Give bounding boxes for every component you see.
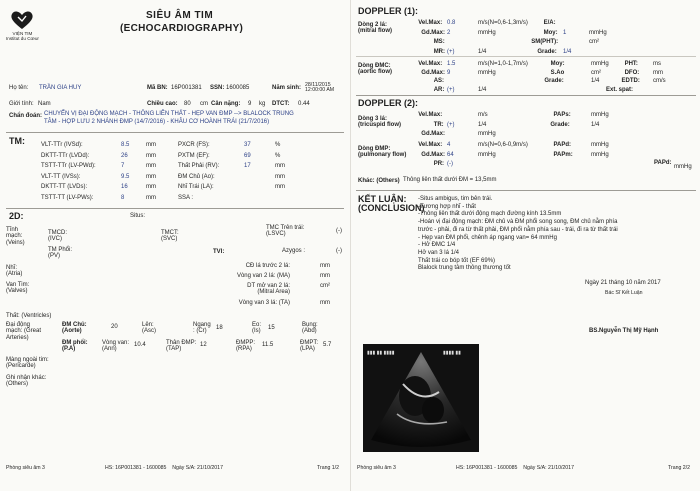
situs-label: Situs: (130, 213, 146, 219)
papd-label: PAPd: (654, 160, 672, 166)
pulmonary-row-unit: m/s(N=0,6-0,9m/s) (478, 142, 528, 148)
tricuspid-row-unit: mmHg (478, 131, 496, 137)
conclusion-line: -Hoán vị đại động mạch: ĐM chủ và ĐM phổi song song, ĐM chủ nằm phía (418, 219, 618, 226)
tm-row-value2: 17 (244, 163, 251, 170)
patient-dob: 28/11/2015 12:00:00 AM (305, 82, 335, 94)
tricuspid-row-label: TR: (433, 121, 444, 128)
doppler-others-value: Thông liên thất dưới ĐM = 13,5mm (403, 177, 497, 183)
tvi-label: TVI: (213, 249, 225, 255)
aortic-row-unit2: cm² (591, 69, 601, 76)
pulmonary-row-label2: PAPd: (553, 142, 572, 148)
tm-row-value: 8.5 (121, 142, 130, 148)
aortic-row-label: AS: (433, 78, 445, 84)
dm-chu-label: ĐM Chủ: (Aorte) (62, 322, 87, 335)
tm-row-unit: mm (146, 173, 156, 180)
report-title: SIÊU ÂM TIM (146, 10, 214, 21)
report-date: Ngày 21 tháng 10 năm 2017 (585, 280, 661, 286)
tm-row-unit2: mm (275, 163, 285, 170)
pulmonary-row-unit2: mmHg (591, 142, 609, 148)
mitral-row-label2: E/A: (543, 20, 556, 26)
valve-row-label: DT mở van 2 lá: (Mitral Area) (247, 283, 290, 296)
pericarde-label: Màng ngoài tim: (Pericarde) (6, 357, 49, 370)
doppler-others-label: Khác: (Others) (358, 178, 400, 184)
conclusion-line: trước - phải, đi ra từ thất phải, ĐM phổi nằm phía sau - trái, đi ra từ thất trái (418, 226, 618, 233)
than-value: 12 (200, 342, 207, 348)
divider (6, 208, 344, 209)
mitral-row-unit: mmHg (478, 29, 496, 36)
height-unit: cm (200, 101, 208, 107)
dmpt-value: 5.7 (323, 342, 332, 348)
echocardiogram-image (363, 344, 479, 452)
mitral-row-unit2: cm² (589, 39, 599, 45)
aortic-row-label3: EDTD: (621, 78, 640, 84)
pulmonary-row-label2: PAPm: (553, 151, 573, 158)
tm-row-unit2: mm (275, 184, 285, 191)
bung-label: Bụng: (Abd) (302, 322, 318, 335)
tm-row-label: VLT-TT (IVSs): (41, 173, 81, 180)
diagnosis-label: Chẩn đoán: (9, 113, 42, 119)
patient-bsa: 0.44 (298, 101, 310, 107)
tmc-left-label: TMC Trên trái: (LSVC) (266, 225, 305, 238)
tricuspid-row-label: Gd.Max: (421, 131, 445, 137)
pulmonary-row-unit2: mmHg (591, 151, 609, 158)
dmpp-label: ĐMPP: (RPA) (236, 340, 256, 353)
vong-van-label: Vòng van: (Ann) (102, 340, 130, 353)
tm-row-unit2: % (275, 142, 281, 148)
conclusion-line: Thất trái co bóp tốt (EF 69%) (418, 257, 496, 264)
valve-row-unit: mm (320, 273, 330, 279)
pulmonary-label: Dòng ĐMP: (pulmonary flow) (358, 146, 407, 159)
aortic-row-unit: m/s(N=1,0-1,7m/s) (478, 61, 528, 67)
footer-info: HS: 16P001381 - 1600085 Ngày S/A: 21/10/2017 (105, 465, 223, 471)
tm-row-label: VLT-TTr (IVSd): (41, 142, 83, 148)
tricuspid-row-unit: m/s (478, 112, 488, 118)
aortic-row-unit3: ms (653, 61, 661, 67)
tricuspid-row-unit2: 1/4 (591, 121, 600, 128)
tm-row-label: DKTT-TTr (LVDd): (41, 152, 90, 159)
ngang-value: 18 (216, 325, 223, 331)
tmcd-label: TMCD: (IVC) (48, 230, 67, 243)
bsa-label: DTCT: (272, 101, 290, 107)
aortic-row-value: 9 (447, 69, 451, 76)
conclusion-line: Hở van 3 lá 1/4 (418, 249, 459, 256)
others-label: Ghi nhận khác: (Others) (6, 375, 47, 388)
great-arteries-label: Đại động mạch: (Great Arteries) (6, 322, 42, 341)
papd-unit: mmHg (674, 164, 692, 170)
aortic-row-unit: mmHg (478, 69, 496, 76)
mitral-row-label2: Grade: (537, 48, 557, 55)
mitral-row-value2: 1 (563, 29, 567, 36)
aortic-row-label2: S.Ao (550, 69, 565, 76)
atria-label: Nhĩ: (Atria) (6, 265, 23, 278)
doctor-name: BS.Nguyễn Thị Mỹ Hạnh (589, 328, 659, 334)
vong-van-value: 10.4 (134, 342, 146, 348)
aortic-row-value: 1.5 (447, 61, 456, 67)
dmpt-label: ĐMPT: (LPA) (300, 340, 318, 353)
aortic-label: Dòng ĐMC: (aortic flow) (358, 63, 392, 76)
mitral-row-label: MR: (433, 48, 446, 55)
conclusion-line: -Tương hợp nhĩ - thất (418, 203, 476, 210)
diagnosis-text: CHUYỂN VỊ ĐẠI ĐỘNG MẠCH - THÔNG LIÊN THẤT - HẸP VAN ĐMP --> BLALOCK TRUNG TÂM - HỢP LƯU 2 NHÁNH ĐMP (14/7/2016) - KHÂU CƠ HOÀNH TRÁI (21/7/2016) (44, 111, 294, 125)
tricuspid-row-unit2: mmHg (591, 112, 609, 118)
than-label: Thân ĐMP: (TAP) (166, 340, 197, 353)
conclusion-line: Blalock trung tâm thông thương tốt (418, 265, 511, 272)
tm-row-label2: Nhĩ Trái (LA): (178, 184, 214, 191)
tm-row-unit2: % (275, 152, 281, 159)
weight-label: Cân nặng: (211, 101, 241, 107)
pulmonary-row-label: Vel.Max: (418, 142, 443, 148)
conclusion-line: -Situs ambigus, tim bên trái. (418, 196, 493, 202)
pulmonary-row-unit: mmHg (478, 151, 496, 158)
footer-info: HS: 16P001381 - 1600085 Ngày S/A: 21/10/2017 (456, 465, 574, 471)
tm-row-unit: mm (146, 195, 156, 201)
doppler1-heading: DOPPLER (1): (358, 6, 419, 16)
doctor-title: Bác Sĩ Kết Luận (605, 290, 643, 296)
footer-page: Trang 2/2 (668, 465, 691, 471)
dmpp-value: 11.5 (262, 342, 274, 348)
tmc-left-value: (-) (336, 228, 342, 234)
dm-chu-value: 20 (111, 324, 118, 330)
mitral-row-unit2: mmHg (589, 29, 607, 36)
patient-sex: Nam (38, 101, 51, 107)
mitral-row-label: Vel.Max: (418, 20, 443, 26)
conclusion-heading: KẾT LUẬN: (CONCLUSION) (358, 194, 425, 214)
tm-row-label: TSTT-TTr (LV-PWd): (41, 163, 96, 170)
patient-ssn: 1600085 (226, 85, 250, 91)
tricuspid-row-value: (+) (447, 121, 455, 128)
height-label: Chiều cao: (147, 101, 178, 107)
mitral-row-value: 2 (447, 29, 451, 36)
aortic-row-label: AR: (433, 86, 445, 93)
tm-row-value: 26 (121, 152, 128, 159)
aortic-row-unit3: cm/s (653, 78, 666, 84)
footer-room: Phòng siêu âm 3 (6, 465, 45, 471)
tm-row-unit2: mm (275, 173, 285, 180)
tricuspid-row-label2: PAPs: (553, 112, 571, 118)
valve-row-unit: mm (320, 263, 330, 269)
mitral-row-unit: 1/4 (478, 48, 487, 55)
veins-label: Tĩnh mạch: (Veins) (6, 227, 25, 246)
tm-row-label2: PXCR (FS): (178, 142, 210, 148)
svg-text:▮▮▮ ▮▮ ▮▮▮▮: ▮▮▮ ▮▮ ▮▮▮▮ (367, 350, 395, 356)
tm-row-value: 8 (121, 195, 125, 201)
tmct-label: TMCT: (SVC) (161, 230, 179, 243)
tm-phoi-label: TM Phổi: (PV) (48, 247, 73, 260)
tricuspid-row-label2: Grade: (550, 121, 570, 128)
aortic-row-label2: Moy: (550, 61, 565, 67)
pulmonary-row-label: Gd.Max: (421, 151, 445, 158)
len-label: Lên: (Asc) (142, 322, 156, 335)
tm-row-value: 9.5 (121, 173, 130, 180)
logo-caption: VIỆN TIM Institut du Cœur (6, 31, 39, 41)
patient-name: TRẦN GIA HUY (39, 85, 82, 91)
ssn-label: SSN: (210, 85, 225, 91)
tm-row-value2: 69 (244, 152, 251, 159)
aortic-row-label: Vel.Max: (418, 61, 443, 67)
valve-row-label: Vòng van 2 lá: (MA) (236, 273, 290, 279)
conclusion-line: -Thông liên thất dưới động mạch đường kính 13.5mm (418, 211, 562, 218)
valve-row-unit: mm (320, 300, 330, 306)
pulmonary-row-label: PR: (433, 161, 445, 167)
aortic-row-unit2: 1/4 (591, 78, 600, 84)
valves-label: Van Tim: (Valves) (6, 282, 30, 295)
patient-code: 16P001381 (171, 85, 202, 91)
mitral-row-label: MS: (433, 39, 445, 45)
mitral-row-label2: Moy: (543, 29, 558, 36)
mitral-row-value2: 1/4 (563, 48, 572, 55)
svg-text:▮▮▮▮ ▮▮: ▮▮▮▮ ▮▮ (443, 350, 461, 356)
tm-heading: TM: (9, 136, 25, 146)
aortic-row-label: Gd.Max: (421, 69, 445, 76)
code-label: Mã BN: (147, 85, 168, 91)
tm-row-value: 16 (121, 184, 128, 191)
valve-row-label: Vòng van 3 lá: (TA) (238, 300, 290, 306)
conclusion-line: - Hở ĐMC 1/4 (418, 242, 456, 249)
divider (356, 190, 696, 191)
aortic-row-label3: PHT: (624, 61, 638, 67)
footer-page: Trang 1/2 (317, 465, 340, 471)
tm-row-value2: 37 (244, 142, 251, 148)
pulmonary-row-value: (-) (447, 161, 453, 167)
divider (356, 56, 696, 57)
aortic-row-unit2: mmHg (591, 61, 609, 67)
doppler2-heading: DOPPLER (2): (358, 98, 419, 108)
tm-row-unit: mm (146, 152, 156, 159)
sex-label: Giới tính: (9, 101, 34, 107)
divider (6, 132, 344, 133)
dob-label: Năm sinh: (272, 85, 302, 91)
aortic-row-label3: DFO: (624, 69, 640, 76)
tm-row-label2: SSA : (178, 195, 194, 201)
ventricles-label: Thất: (Ventricles) (6, 313, 52, 319)
tm-row-label: TSTT-TT (LV-PWs): (41, 195, 94, 201)
valve-row-label: CĐ lá trước 2 lá: (245, 263, 290, 269)
mitral-row-value: (+) (447, 48, 455, 55)
footer-room: Phòng siêu âm 3 (357, 465, 396, 471)
tricuspid-row-label: Vel.Max: (418, 112, 443, 118)
pulmonary-row-value: 64 (447, 151, 454, 158)
azygos-label: Azygos : (282, 248, 306, 254)
tm-row-value: 7 (121, 163, 125, 170)
mitral-row-unit: m/s(N=0,6-1,3m/s) (478, 20, 528, 26)
mitral-row-label2: SM(PHT): (531, 39, 559, 45)
tricuspid-label: Dòng 3 lá: (tricuspid flow) (358, 116, 401, 129)
tm-row-unit: mm (146, 142, 156, 148)
tm-row-label: DKTT-TT (LVDs): (41, 184, 88, 191)
tm-row-unit: mm (146, 184, 156, 191)
patient-height: 80 (184, 101, 191, 107)
conclusion-line: - Hẹp van ĐM phổi, chênh áp ngang van= 64 mmHg (418, 234, 557, 241)
weight-unit: kg (259, 101, 266, 107)
tm-row-label2: Thất Phải (RV): (178, 163, 220, 170)
ngang-label: Ngang : (Cr) (193, 322, 211, 335)
twod-heading: 2D: (9, 211, 24, 221)
eo-label: Eo: (Is) (252, 322, 262, 335)
tm-row-label2: PXTM (EF): (178, 152, 210, 159)
pulmonary-row-value: 4 (447, 142, 451, 148)
valve-row-unit: cm² (320, 283, 330, 289)
patient-weight: 9 (248, 101, 252, 107)
aortic-row-unit: 1/4 (478, 86, 487, 93)
aortic-row-value: (+) (447, 86, 455, 93)
mitral-row-value: 0.8 (447, 20, 456, 26)
name-label: Họ tên: (9, 85, 29, 91)
report-subtitle: (ECHOCARDIOGRAPHY) (120, 23, 244, 34)
mitral-row-label: Gd.Max: (421, 29, 445, 36)
dm-phoi-label: ĐM phổi: (P.A) (62, 340, 88, 353)
aortic-row-label2: Grade: (544, 78, 564, 84)
tricuspid-row-unit: 1/4 (478, 121, 487, 128)
mitral-label: Dòng 2 lá: (mitral flow) (358, 22, 392, 35)
eo-value: 15 (268, 325, 275, 331)
tm-row-label2: ĐM Chủ (Ao): (178, 173, 215, 180)
azygos-value: (-) (336, 248, 342, 254)
tm-row-unit: mm (146, 163, 156, 170)
aortic-row-unit3: mm (653, 69, 663, 76)
divider (356, 95, 696, 96)
aortic-row-label3: Ext. spat: (606, 86, 634, 93)
